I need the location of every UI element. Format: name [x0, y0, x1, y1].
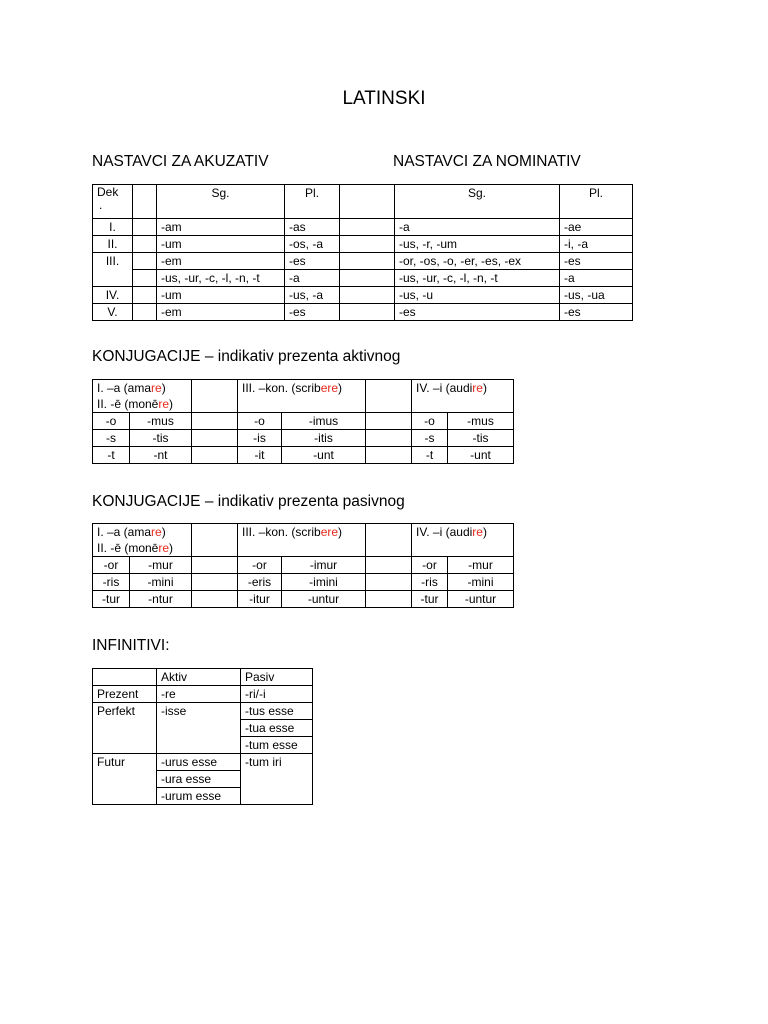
declension-row [93, 270, 633, 287]
aktiv-cell: -ura esse [157, 771, 241, 788]
heading-konjugacije-pasiv: KONJUGACIJE – indikativ prezenta pasivnog [92, 493, 405, 510]
conj-1-sg: -o [93, 413, 130, 430]
conj-1-sg: -tur [93, 591, 130, 608]
conj-3-pl: -imus [282, 413, 366, 430]
tense-label: Futur [93, 754, 157, 805]
conjugation-header-row [93, 380, 514, 413]
conj-3-pl: -imini [282, 574, 366, 591]
conj-2-ending: re [158, 397, 170, 411]
declension-table [92, 184, 633, 321]
spacer-cell [133, 304, 157, 321]
conj-3-sg: -or [238, 557, 282, 574]
conj-3-pl: -itis [282, 430, 366, 447]
spacer-cell [340, 185, 395, 219]
conj-4-sg: -t [412, 447, 448, 464]
conj-1-sg: -s [93, 430, 130, 447]
infinitives-row-prezent [93, 686, 313, 703]
conjugation-active-table [92, 379, 514, 464]
conjugation-row [93, 447, 514, 464]
acc-pl-cell: -es [285, 304, 340, 321]
conj-3-sg: -is [238, 430, 282, 447]
paren-close: ) [338, 525, 343, 539]
conj-4-sg: -or [412, 557, 448, 574]
dek-header-line2: . [99, 198, 103, 212]
conj-1-2-header [93, 380, 192, 413]
nom-sg-cell: -a [395, 219, 560, 236]
conj-3-label: III. –kon. (scrib [242, 525, 321, 539]
conj-3-sg: -o [238, 413, 282, 430]
acc-pl-cell: -os, -a [285, 236, 340, 253]
acc-pl-cell: -as [285, 219, 340, 236]
aktiv-cell: -urus esse [157, 754, 241, 771]
spacer-cell [340, 253, 395, 270]
heading-nominativ: NASTAVCI ZA NOMINATIV [393, 153, 581, 170]
spacer-cell [366, 447, 412, 464]
nom-pl-cell: -us, -ua [560, 287, 633, 304]
conj-4-pl: -tis [448, 430, 514, 447]
spacer-cell [340, 236, 395, 253]
spacer-cell [340, 287, 395, 304]
conj-1-label: I. –a (ama [97, 525, 152, 539]
conj-1-pl: -mus [130, 413, 192, 430]
empty-corner-cell [93, 669, 157, 686]
spacer-cell [366, 413, 412, 430]
dek-cell: IV. [93, 287, 133, 304]
conj-4-label: IV. –i (audi [416, 381, 473, 395]
paren-close: ) [482, 381, 487, 395]
conj-3-ending: ere [320, 381, 339, 395]
pasiv-cell: -tum esse [241, 737, 313, 754]
paren-close: ) [161, 381, 166, 395]
spacer-cell [366, 380, 412, 413]
nom-pl-cell: -es [560, 304, 633, 321]
spacer-cell [133, 270, 157, 287]
aktiv-cell: -urum esse [157, 788, 241, 805]
conj-4-header [412, 380, 514, 413]
acc-pl-cell: -us, -a [285, 287, 340, 304]
conj-4-ending: re [472, 525, 483, 539]
heading-akuzativ: NASTAVCI ZA AKUZATIV [92, 153, 269, 170]
declension-header-row [93, 185, 633, 219]
pasiv-cell: -tus esse [241, 703, 313, 720]
conj-3-sg: -itur [238, 591, 282, 608]
dek-header [93, 185, 133, 219]
conj-3-sg: -eris [238, 574, 282, 591]
tense-label: Prezent [93, 686, 157, 703]
nom-pl-cell: -i, -a [560, 236, 633, 253]
conj-3-label: III. –kon. (scrib [242, 381, 321, 395]
heading-infinitivi: INFINITIVI: [92, 637, 170, 654]
acc-sg-cell: -em [157, 304, 285, 321]
acc-sg-cell: -um [157, 287, 285, 304]
conj-4-header [412, 524, 514, 557]
dek-cell: I. [93, 219, 133, 236]
dek-header-line1: Dek [97, 185, 119, 199]
conjugation-row [93, 430, 514, 447]
conj-1-sg: -ris [93, 574, 130, 591]
conj-3-header [238, 524, 366, 557]
conj-3-pl: -unt [282, 447, 366, 464]
conj-4-sg: -ris [412, 574, 448, 591]
heading-konjugacije-aktiv: KONJUGACIJE – indikativ prezenta aktivnog [92, 348, 401, 365]
spacer-cell [192, 430, 238, 447]
nom-pl-cell: -ae [560, 219, 633, 236]
conj-3-sg: -it [238, 447, 282, 464]
conj-4-pl: -unt [448, 447, 514, 464]
spacer-cell [366, 524, 412, 557]
conj-1-pl: -nt [130, 447, 192, 464]
dek-cell: II. [93, 236, 133, 253]
conj-1-sg: -or [93, 557, 130, 574]
conj-1-pl: -mini [130, 574, 192, 591]
acc-sg-cell: -us, -ur, -c, -l, -n, -t [157, 270, 285, 287]
nom-pl-header: Pl. [560, 185, 633, 219]
spacer-cell [192, 557, 238, 574]
nom-sg-cell: -or, -os, -o, -er, -es, -ex [395, 253, 560, 270]
spacer-cell [133, 185, 157, 219]
conjugation-passive-table [92, 523, 514, 608]
conj-4-pl: -untur [448, 591, 514, 608]
pasiv-cell: -tum iri [241, 754, 313, 805]
spacer-cell [192, 413, 238, 430]
acc-sg-cell: -em [157, 253, 285, 270]
paren-close: ) [169, 397, 174, 411]
conj-3-pl: -untur [282, 591, 366, 608]
spacer-cell [366, 430, 412, 447]
infinitives-row-perfekt [93, 703, 313, 720]
pasiv-cell: -ri/-i [241, 686, 313, 703]
spacer-cell [133, 219, 157, 236]
tense-label: Perfekt [93, 703, 157, 754]
declension-row [93, 236, 633, 253]
spacer-cell [340, 304, 395, 321]
conj-1-sg: -t [93, 447, 130, 464]
spacer-cell [340, 270, 395, 287]
conj-3-ending: ere [320, 525, 339, 539]
conjugation-row [93, 591, 514, 608]
paren-close: ) [482, 525, 487, 539]
spacer-cell [133, 253, 157, 270]
acc-pl-cell: -es [285, 253, 340, 270]
paren-close: ) [161, 525, 166, 539]
nom-sg-cell: -us, -ur, -c, -l, -n, -t [395, 270, 560, 287]
infinitives-table [92, 668, 313, 805]
spacer-cell [192, 591, 238, 608]
conj-4-pl: -mur [448, 557, 514, 574]
aktiv-cell: -re [157, 686, 241, 703]
conj-1-ending: re [151, 525, 162, 539]
conj-4-ending: re [472, 381, 483, 395]
acc-sg-header: Sg. [157, 185, 285, 219]
spacer-cell [192, 380, 238, 413]
nom-sg-header: Sg. [395, 185, 560, 219]
page-title: LATINSKI [342, 88, 426, 109]
nom-pl-cell: -es [560, 253, 633, 270]
dek-cell: V. [93, 304, 133, 321]
spacer-cell [192, 574, 238, 591]
declension-row [93, 253, 633, 270]
aktiv-header: Aktiv [157, 669, 241, 686]
paren-close: ) [169, 541, 174, 555]
nom-sg-cell: -us, -u [395, 287, 560, 304]
conj-3-header [238, 380, 366, 413]
conj-1-2-header [93, 524, 192, 557]
acc-pl-header: Pl. [285, 185, 340, 219]
declension-row [93, 287, 633, 304]
conj-4-label: IV. –i (audi [416, 525, 473, 539]
spacer-cell [340, 219, 395, 236]
conj-2-ending: re [158, 541, 170, 555]
infinitives-header-row [93, 669, 313, 686]
declension-row [93, 304, 633, 321]
conj-1-ending: re [151, 381, 162, 395]
pasiv-header: Pasiv [241, 669, 313, 686]
conj-4-pl: -mus [448, 413, 514, 430]
declension-row [93, 219, 633, 236]
acc-sg-cell: -um [157, 236, 285, 253]
spacer-cell [192, 524, 238, 557]
acc-sg-cell: -am [157, 219, 285, 236]
conjugation-row [93, 413, 514, 430]
nom-pl-cell: -a [560, 270, 633, 287]
conj-4-sg: -s [412, 430, 448, 447]
infinitives-row-futur [93, 754, 313, 771]
paren-close: ) [338, 381, 343, 395]
conj-1-pl: -tis [130, 430, 192, 447]
conj-1-pl: -mur [130, 557, 192, 574]
conj-2-label: II. -ē (monē [97, 397, 159, 411]
conjugation-header-row [93, 524, 514, 557]
spacer-cell [133, 236, 157, 253]
spacer-cell [366, 574, 412, 591]
conj-3-pl: -imur [282, 557, 366, 574]
pasiv-cell: -tua esse [241, 720, 313, 737]
spacer-cell [192, 447, 238, 464]
conj-4-sg: -tur [412, 591, 448, 608]
nom-sg-cell: -es [395, 304, 560, 321]
conj-1-label: I. –a (ama [97, 381, 152, 395]
conj-4-pl: -mini [448, 574, 514, 591]
spacer-cell [366, 591, 412, 608]
conj-1-pl: -ntur [130, 591, 192, 608]
conj-2-label: II. -ē (monē [97, 541, 159, 555]
conjugation-row [93, 557, 514, 574]
conj-4-sg: -o [412, 413, 448, 430]
dek-cell: III. [93, 253, 133, 287]
nom-sg-cell: -us, -r, -um [395, 236, 560, 253]
aktiv-cell: -isse [157, 703, 241, 754]
spacer-cell [366, 557, 412, 574]
acc-pl-cell: -a [285, 270, 340, 287]
spacer-cell [133, 287, 157, 304]
conjugation-row [93, 574, 514, 591]
